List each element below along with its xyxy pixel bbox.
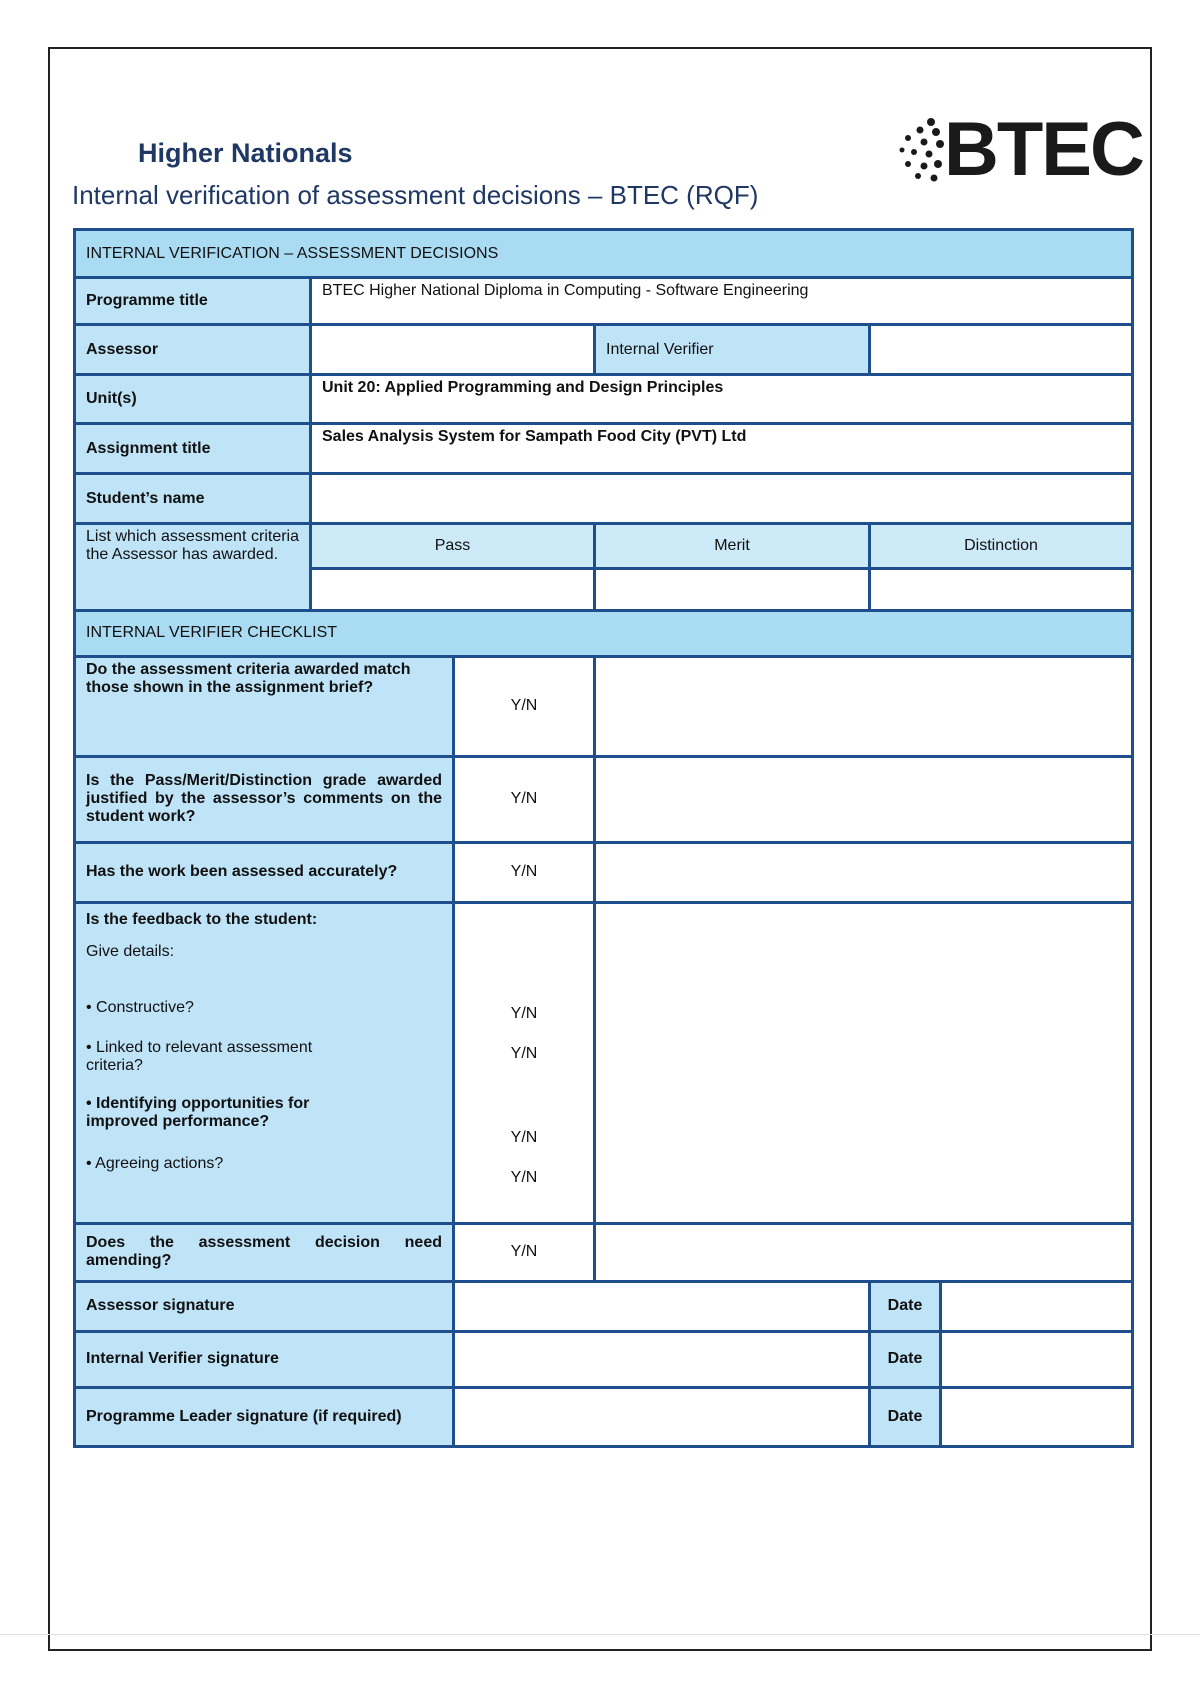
assignment-title-field[interactable]: Sales Analysis System for Sampath Food City (PVT) Ltd xyxy=(311,424,1133,474)
internal-verifier-field[interactable] xyxy=(870,325,1133,375)
dots-icon xyxy=(896,116,946,186)
yn-feedback-constructive[interactable]: Y/N xyxy=(510,1005,538,1023)
pl-date-label: Date xyxy=(870,1387,941,1446)
checklist-question-grade-justified: Is the Pass/Merit/Distinction grade awarded justified by the assessor’s comments on the student work? xyxy=(75,756,454,842)
yn-grade-justified[interactable]: Y/N xyxy=(454,756,595,842)
section-header-assessment-decisions: INTERNAL VERIFICATION – ASSESSMENT DECISIONS xyxy=(75,230,1133,278)
iv-date-field[interactable] xyxy=(941,1331,1133,1387)
pl-signature-field[interactable] xyxy=(454,1387,870,1446)
internal-verifier-label: Internal Verifier xyxy=(595,325,870,375)
assessor-field[interactable] xyxy=(311,325,595,375)
checklist-question-decision-amending: Does the assessment decision need amending? xyxy=(75,1223,454,1281)
yn-feedback-linked[interactable]: Y/N xyxy=(510,1045,538,1063)
pass-criteria-field[interactable] xyxy=(311,568,595,610)
criteria-awarded-label: List which assessment criteria the Assessor has awarded. xyxy=(75,524,311,610)
feedback-title: Is the feedback to the student: xyxy=(86,911,318,929)
distinction-criteria-field[interactable] xyxy=(870,568,1133,610)
section-header-checklist: INTERNAL VERIFIER CHECKLIST xyxy=(75,610,1133,656)
yn-assessed-accurately[interactable]: Y/N xyxy=(454,842,595,902)
yn-feedback-opportunities[interactable]: Y/N xyxy=(510,1129,538,1147)
programme-title-field[interactable]: BTEC Higher National Diploma in Computing - Software Engineering xyxy=(311,278,1133,325)
assessor-signature-field[interactable] xyxy=(454,1281,870,1331)
feedback-bullet-linked: • Linked to relevant assessment criteria? xyxy=(86,1039,313,1075)
student-name-field[interactable] xyxy=(311,474,1133,524)
feedback-bullet-constructive: • Constructive? xyxy=(86,999,194,1017)
checklist-question-criteria-match: Do the assessment criteria awarded match those shown in the assignment brief? xyxy=(75,656,454,756)
comment-assessed-accurately[interactable] xyxy=(595,842,1133,902)
pl-date-field[interactable] xyxy=(941,1387,1133,1446)
comment-grade-justified[interactable] xyxy=(595,756,1133,842)
assessor-signature-label: Assessor signature xyxy=(75,1281,454,1331)
yn-feedback-group xyxy=(454,903,595,1224)
logo-text: BTEC xyxy=(944,107,1143,192)
page-title: Higher Nationals xyxy=(138,138,353,168)
feedback-give-details: Give details: xyxy=(86,943,175,961)
assessor-date-label: Date xyxy=(870,1281,941,1331)
iv-date-label: Date xyxy=(870,1331,941,1387)
yn-feedback-agreeing[interactable]: Y/N xyxy=(510,1169,538,1187)
merit-criteria-field[interactable] xyxy=(595,568,870,610)
iv-signature-label: Internal Verifier signature xyxy=(75,1331,454,1387)
assessor-label: Assessor xyxy=(75,325,311,375)
page-footer-rule xyxy=(0,1634,1200,1635)
student-name-label: Student’s name xyxy=(75,474,311,524)
checklist-question-assessed-accurately: Has the work been assessed accurately? xyxy=(75,842,454,902)
yn-decision-amending[interactable]: Y/N xyxy=(454,1223,595,1281)
page-subtitle: Internal verification of assessment decisions – BTEC (RQF) xyxy=(72,180,759,210)
comment-feedback[interactable] xyxy=(595,903,1133,1224)
pass-header: Pass xyxy=(311,524,595,568)
assessor-date-field[interactable] xyxy=(941,1281,1133,1331)
units-label: Unit(s) xyxy=(75,375,311,424)
comment-criteria-match[interactable] xyxy=(595,656,1133,756)
assignment-title-label: Assignment title xyxy=(75,424,311,474)
comment-decision-amending[interactable] xyxy=(595,1223,1133,1281)
feedback-bullet-agreeing: • Agreeing actions? xyxy=(86,1155,224,1173)
distinction-header: Distinction xyxy=(870,524,1133,568)
programme-title-label: Programme title xyxy=(75,278,311,325)
verification-form xyxy=(73,228,1134,1448)
pl-signature-label: Programme Leader signature (if required) xyxy=(75,1387,454,1446)
merit-header: Merit xyxy=(595,524,870,568)
yn-criteria-match[interactable]: Y/N xyxy=(454,656,595,756)
checklist-question-feedback xyxy=(75,903,454,1224)
feedback-bullet-opportunities: • Identifying opportunities for improved performance? xyxy=(86,1095,310,1131)
btec-logo xyxy=(896,107,1143,198)
units-field[interactable]: Unit 20: Applied Programming and Design Principles xyxy=(311,375,1133,424)
iv-signature-field[interactable] xyxy=(454,1331,870,1387)
